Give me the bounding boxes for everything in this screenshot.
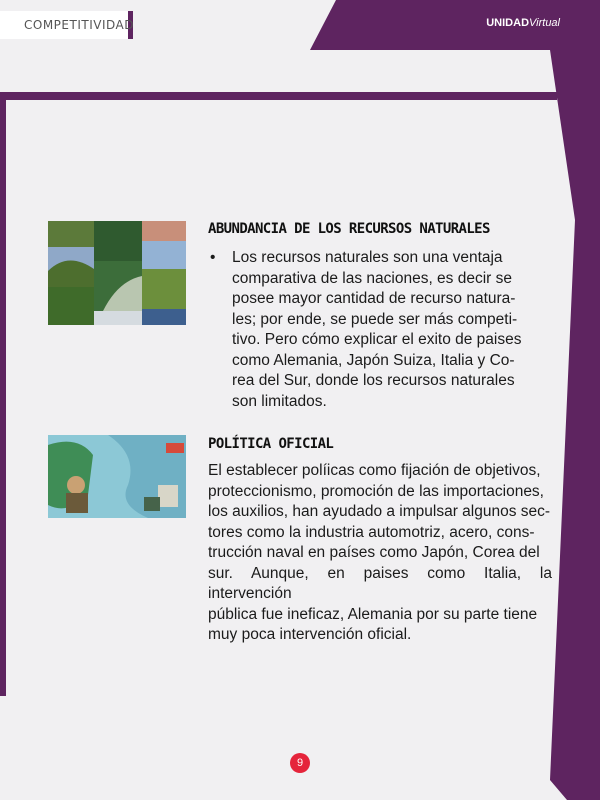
bullet-line: posee mayor cantidad de recurso natura-: [232, 290, 516, 307]
bullet-icon: •: [210, 249, 216, 266]
section-tab: [0, 11, 133, 39]
paragraph-line: trucción naval en países como Japón, Corea del: [208, 544, 540, 561]
brand-logo: [486, 17, 560, 29]
paragraph-line: proteccionismo, promoción de las importaciones,: [208, 482, 544, 500]
top-rule: [0, 92, 557, 100]
bullet-line: tivo. Pero cómo explicar el exito de paises: [232, 331, 522, 348]
paragraph-line: los auxilios, han ayudado a impulsar algunos sec-: [208, 503, 551, 520]
page-number-badge: 9: [290, 753, 310, 773]
paragraph-line: El establecer políicas como fijación de objetivos,: [208, 462, 541, 479]
left-frame: [0, 92, 6, 696]
paragraph-line: muy poca intervención oficial.: [208, 626, 412, 643]
bullet-line: les; por ende, se puede ser más competi-: [232, 310, 518, 328]
list-item: [210, 248, 540, 269]
bullet-line: como Alemania, Japón Suiza, Italia y Co-: [232, 351, 515, 369]
bullet-line: Los recursos naturales son una ventaja: [232, 249, 503, 266]
bullet-line: son limitados.: [232, 392, 327, 410]
section-title-policy: POLÍTICA OFICIAL: [208, 436, 334, 452]
paragraph-line: tores como la industria automotriz, acero, cons-: [208, 523, 535, 541]
policy-paragraph: [208, 461, 552, 646]
natural-resources-image: [48, 221, 186, 325]
bullet-line: comparativa de las naciones, es decir se: [232, 269, 513, 287]
paragraph-line: sur. Aunque, en paises como Italia, la intervención: [208, 564, 552, 602]
section-label: COMPETITIVIDAD: [24, 18, 134, 32]
brand-bold: UNIDAD: [486, 17, 530, 29]
bullet-line: rea del Sur, donde los recursos naturales: [232, 372, 515, 389]
paragraph-line: pública fue ineficaz, Alemania por su parte tiene: [208, 605, 538, 623]
section-title-resources: ABUNDANCIA DE LOS RECURSOS NATURALES: [208, 221, 490, 237]
brand-italic: Virtual: [529, 17, 560, 29]
resources-bullet: [210, 248, 540, 412]
trade-policy-image: [48, 435, 186, 518]
